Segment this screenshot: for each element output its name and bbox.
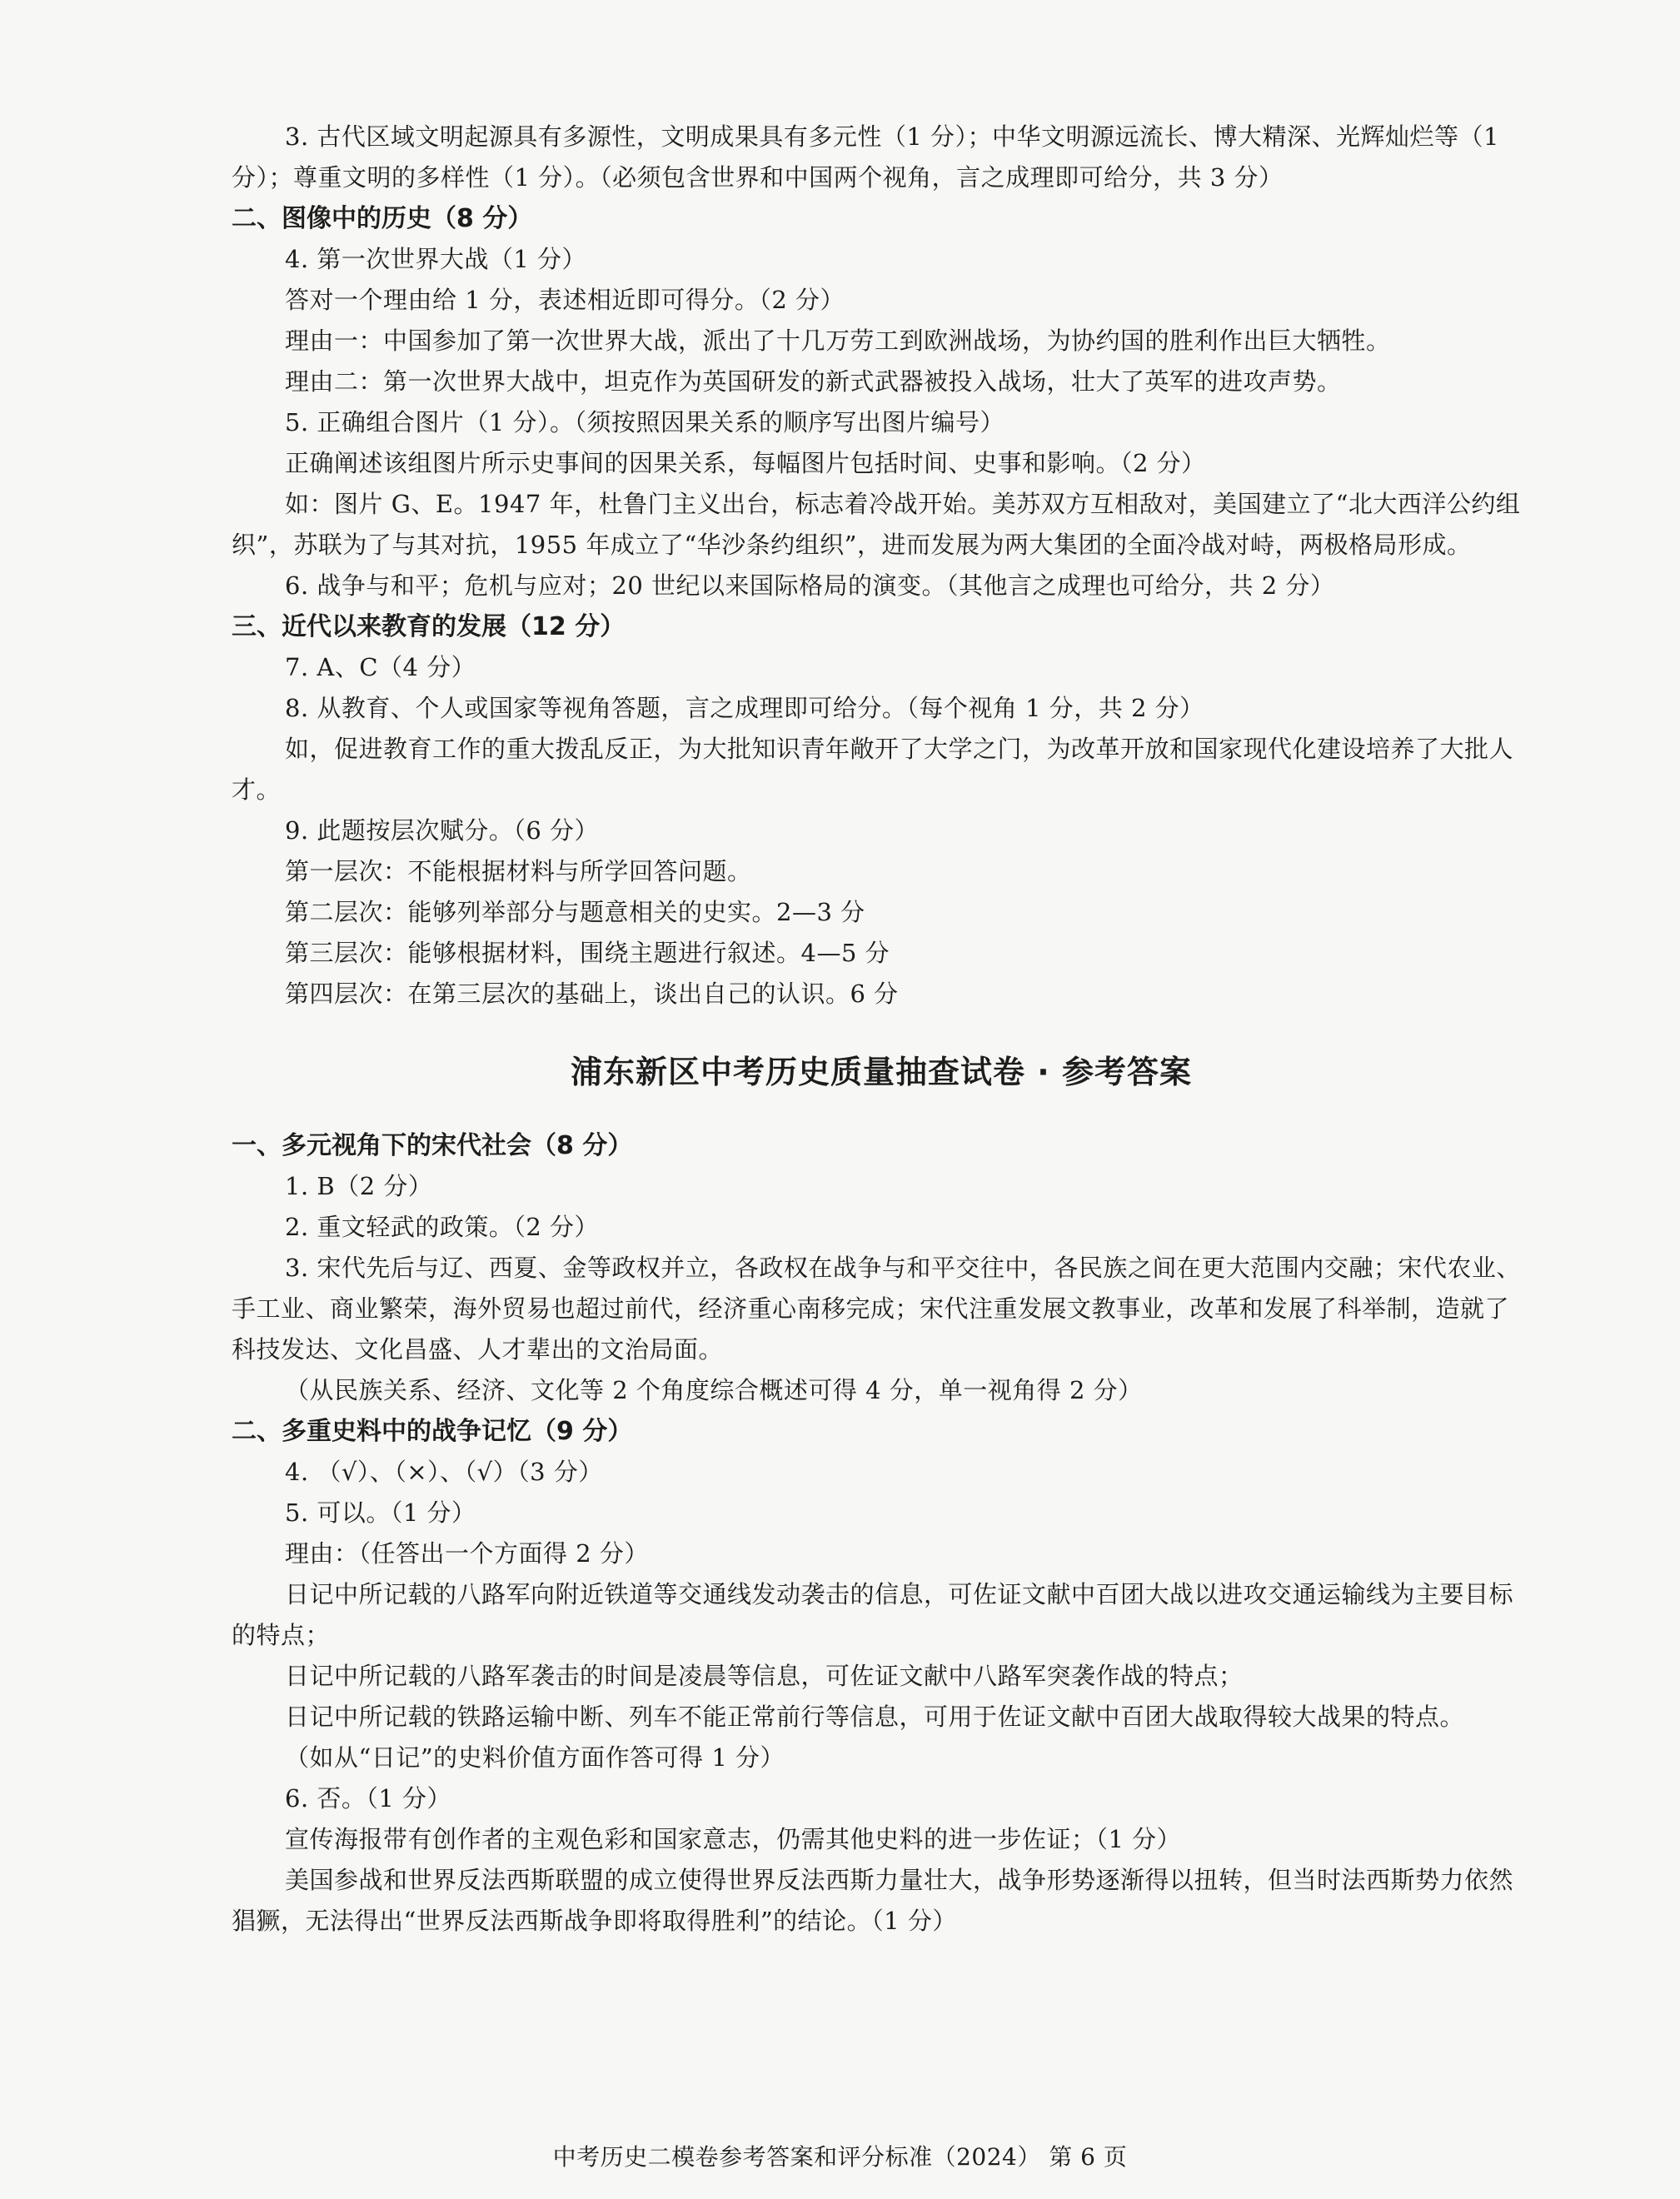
p2s1-q1: 1. B（2 分） [285,1172,433,1200]
p2s2-diary1: 日记中所记载的八路军向附近铁道等交通线发动袭击的信息，可佐证文献中百团大战以进攻交通运输线为主要目标的特点； [232,1580,1514,1649]
s2-q4: 4. 第一次世界大战（1 分） [285,245,587,273]
p2s1-q3-note: （从民族关系、经济、文化等 2 个角度综合概述可得 4 分，单一视角得 2 分） [285,1376,1143,1404]
p2s2-diary2: 日记中所记载的八路军袭击的时间是凌晨等信息，可佐证文献中八路军突袭作战的特点； [285,1662,1244,1690]
s2-q4-note: 答对一个理由给 1 分，表述相近即可得分。（2 分） [285,286,845,314]
page-title: 浦东新区中考历史质量抽查试卷 · 参考答案 [571,1054,1192,1090]
section2-heading: 二、图像中的历史（8 分） [232,204,533,233]
answer-page [232,117,1531,1942]
page-footer: 中考历史二模卷参考答案和评分标准（2024） 第 6 页 [552,2143,1128,2171]
s3-level3: 第三层次：能够根据材料，围绕主题进行叙述。4—5 分 [285,939,890,967]
s2-reason2: 理由二：第一次世界大战中，坦克作为英国研发的新式武器被投入战场，壮大了英军的进攻声势。 [285,367,1342,396]
p2s2-q6-a: 宣传海报带有创作者的主观色彩和国家意志，仍需其他史料的进一步佐证；（1 分） [285,1825,1182,1853]
section3-heading: 三、近代以来教育的发展（12 分） [232,612,626,641]
s3-level2: 第二层次：能够列举部分与题意相关的史实。2—3 分 [285,898,865,926]
p2s2-q6-b: 美国参战和世界反法西斯联盟的成立使得世界反法西斯力量壮大，战争形势逐渐得以扭转，但当时法西斯势力依然猖獗，无法得出“世界反法西斯战争即将取得胜利”的结论。（1 分） [232,1866,1514,1935]
part2-section2-heading: 二、多重史料中的战争记忆（9 分） [232,1417,633,1446]
p2s1-q2: 2. 重文轻武的政策。（2 分） [285,1213,600,1241]
p2s2-q5: 5. 可以。（1 分） [285,1498,476,1527]
s2-q6: 6. 战争与和平；危机与应对；20 世纪以来国际格局的演变。（其他言之成理也可给分，共 2 分） [285,571,1335,600]
p2s2-q5-reason: 理由：（任答出一个方面得 2 分） [285,1539,649,1568]
s2-q5-example: 如：图片 G、E。1947 年，杜鲁门主义出台，标志着冷战开始。美苏双方互相敌对，美国建立了“北大西洋公约组织”，苏联为了与其对抗，1955 年成立了“华沙条约组织”，进而发展为两大集团的全面冷战对峙，两极格局形成。 [232,490,1521,559]
p2s2-diary-note: （如从“日记”的史料价值方面作答可得 1 分） [285,1743,785,1772]
part2-section1-heading: 一、多元视角下的宋代社会（8 分） [232,1131,633,1160]
p2s2-q6: 6. 否。（1 分） [285,1784,452,1813]
s1-q3: 3. 古代区域文明起源具有多源性，文明成果具有多元性（1 分）；中华文明源远流长、博大精深、光辉灿烂等（1 分）；尊重文明的多样性（1 分）。（必须包含世界和中国两个视角，言之成理即可给分，共 3 分） [232,122,1500,192]
s2-q5-note: 正确阐述该组图片所示史事间的因果关系，每幅图片包括时间、史事和影响。（2 分） [285,449,1206,477]
s3-q8: 8. 从教育、个人或国家等视角答题，言之成理即可给分。（每个视角 1 分，共 2 分） [285,694,1204,722]
s2-q5: 5. 正确组合图片（1 分）。（须按照因果关系的顺序写出图片编号） [285,408,1005,436]
s3-q7: 7. A、C（4 分） [285,653,476,681]
p2s1-q3: 3. 宋代先后与辽、西夏、金等政权并立，各政权在战争与和平交往中，各民族之间在更大范围内交融；宋代农业、手工业、商业繁荣，海外贸易也超过前代，经济重心南移完成；宋代注重发展文教事业，改革和发展了科举制，造就了科技发达、文化昌盛、人才辈出的文治局面。 [232,1254,1521,1364]
p2s2-q4: 4. （√）、（×）、（√）（3 分） [285,1458,603,1486]
s3-q9: 9. 此题按层次赋分。（6 分） [285,816,600,845]
s3-level4: 第四层次：在第三层次的基础上，谈出自己的认识。6 分 [285,980,899,1008]
s3-level1: 第一层次：不能根据材料与所学回答问题。 [285,857,752,885]
s3-q8-example: 如，促进教育工作的重大拨乱反正，为大批知识青年敞开了大学之门，为改革开放和国家现代化建设培养了大批人才。 [232,735,1514,804]
s2-reason1: 理由一：中国参加了第一次世界大战，派出了十几万劳工到欧洲战场，为协约国的胜利作出巨大牺牲。 [285,327,1391,355]
p2s2-diary3: 日记中所记载的铁路运输中断、列车不能正常前行等信息，可用于佐证文献中百团大战取得较大战果的特点。 [285,1703,1465,1731]
